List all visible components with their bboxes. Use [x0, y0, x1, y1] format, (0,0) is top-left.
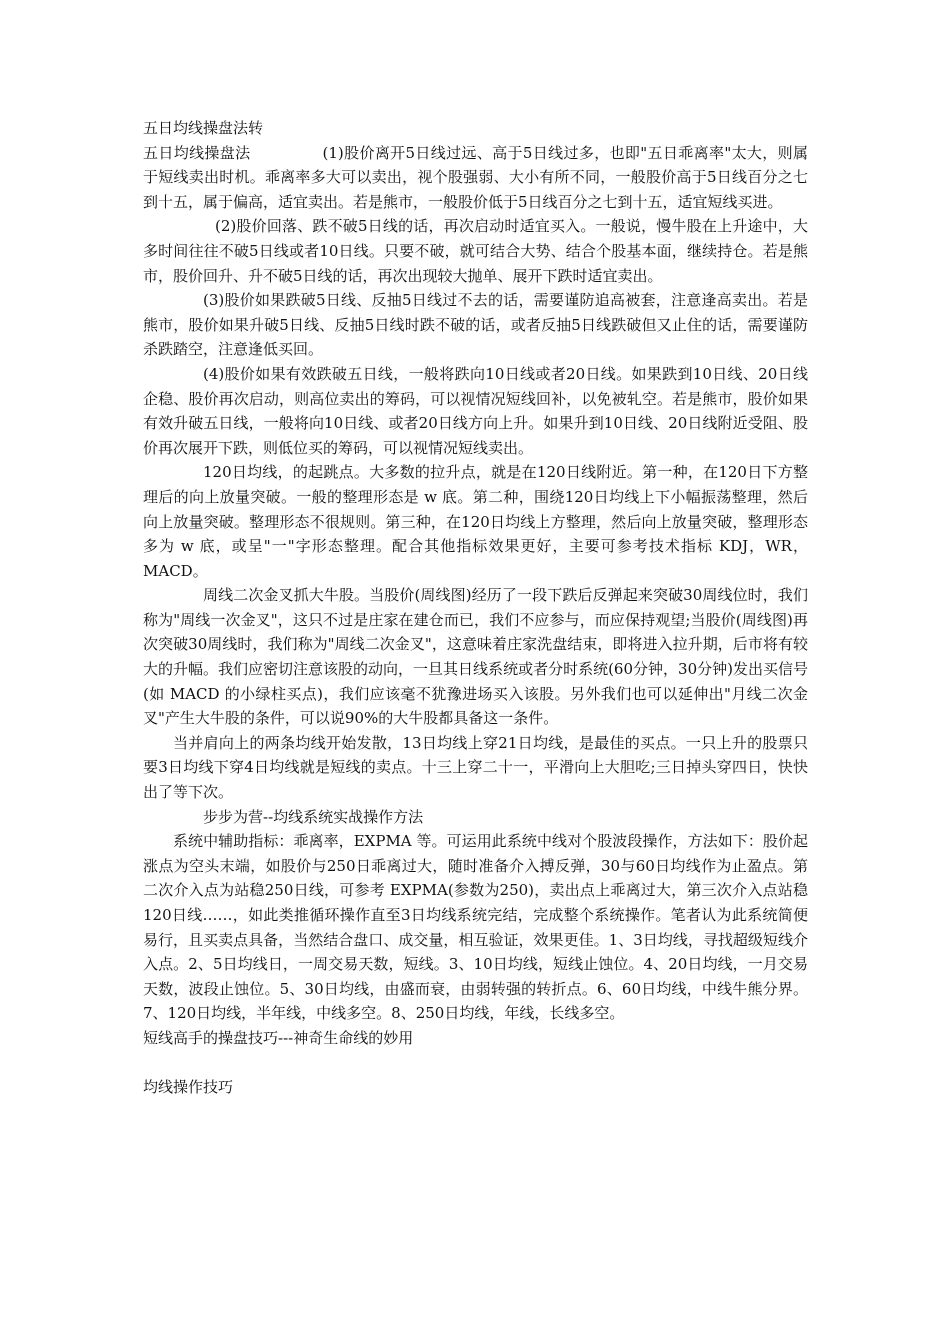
- paragraph-5: 120日均线，的起跳点。大多数的拉升点，就是在120日线附近。第一种，在120日下方整理后的向上放量突破。一般的整理形态是 w 底。第二种，围绕120日均线上下小幅振荡整理，然后向上放量突破。整理形态不很规则。第三种，在120日均线上方整理，然后向上放量突破，整理形态多为 w 底，或呈"一"字形态整理。配合其他指标效果更好，主要可参考技术指标 KDJ，WR，MACD。: [143, 463, 808, 580]
- paragraph-9: 系统中辅助指标：乖离率，EXPMA 等。可运用此系统中线对个股波段操作，方法如下：股价起涨点为空头末端，如股价与250日乖离过大，随时准备介入搏反弹，30与60日均线作为止盈点。第二次介入点为站稳250日线，可参考 EXPMA(参数为250)，卖出点上乖离过大，第三次介入点站稳120日线……，如此类推循环操作直至3日均线系统完结，完成整个系统操作。笔者认为此系统简便易行，且买卖点具备，当然结合盘口、成交量，相互验证，效果更佳。1、3日均线，寻找超级短线介入点。2、5日均线日，一周交易天数，短线。3、10日均线，短线止蚀位。4、20日均线，一月交易天数，波段止蚀位。5、30日均线，由盛而衰，由弱转强的转折点。6、60日均线，中线牛熊分界。7、120日均线，半年线，中线多空。8、250日均线，年线，长线多空。: [143, 832, 808, 1023]
- paragraph-2: (2)股价回落、跌不破5日线的话，再次启动时适宜买入。一般说，慢牛股在上升途中，大多时间往往不破5日线或者10日线。只要不破，就可结合大势、结合个股基本面，继续持仓。若是熊市，股价回升、升不破5日线的话，再次出现较大抛单、展开下跌时适宜卖出。: [143, 217, 808, 285]
- paragraph-1-text: (1)股价离开5日线过远、高于5日线过多，也即"五日乖离率"太大，则属于短线卖出时机。乖离率多大可以卖出，视个股强弱、大小有所不同，一般股价高于5日线百分之七到十五，属于偏高，适宜卖出。若是熊市，一般股价低于5日线百分之七到十五，适宜短线买进。: [143, 143, 808, 211]
- section-heading-ma-techniques: 均线操作技巧: [143, 1077, 234, 1096]
- paragraph-4: (4)股价如果有效跌破五日线，一般将跌向10日线或者20日线。如果跌到10日线、20日线企稳、股价再次启动，则高位卖出的筹码，可以视情况短线回补，以免被轧空。若是熊市，股价如果有效升破五日线，一般将向10日线、或者20日线方向上升。如果升到10日线、20日线附近受阻、股价再次展开下跌，则低位买的筹码，可以视情况短线卖出。: [143, 364, 808, 457]
- paragraph-7: 当并肩向上的两条均线开始发散，13日均线上穿21日均线，是最佳的买点。一只上升的股票只要3日均线下穿4日均线就是短线的卖点。十三上穿二十一，平滑向上大胆吃;三日掉头穿四日，快快出了等下次。: [143, 733, 808, 802]
- paragraph-3: (3)股价如果跌破5日线、反抽5日线过不去的话，需要谨防追高被套，注意逢高卖出。若是熊市，股价如果升破5日线、反抽5日线时跌不破的话，或者反抽5日线跌破但又止住的话，需要谨防杀跌踏空，注意逢低买回。: [143, 291, 808, 359]
- paragraph-8: 步步为营--均线系统实战操作方法: [203, 807, 424, 826]
- paragraph-6: 周线二次金叉抓大牛股。当股价(周线图)经历了一段下跌后反弹起来突破30周线位时，我们称为"周线一次金叉"，这只不过是庄家在建仓而已，我们不应参与，而应保持观望;当股价(周线图)再次突破30周线时，我们称为"周线二次金叉"，这意味着庄家洗盘结束，即将进入拉升期，后市将有较大的升幅。我们应密切注意该股的动向，一旦其日线系统或者分时系统(60分钟，30分钟)发出买信号(如 MACD 的小绿柱买点)，我们应该毫不犹豫进场买入该股。另外我们也可以延伸出"月线二次金叉"产生大牛股的条件，可以说90%的大牛股都具备这一条件。: [143, 586, 808, 728]
- document-body: [143, 116, 808, 1099]
- section-heading-lifeline: 短线高手的操盘技巧---神奇生命线的妙用: [143, 1028, 414, 1047]
- paragraph-1: [143, 141, 808, 215]
- document-title: 五日均线操盘法转: [143, 119, 264, 137]
- blank-line: [143, 1051, 808, 1075]
- document-subtitle: 五日均线操盘法: [143, 143, 251, 162]
